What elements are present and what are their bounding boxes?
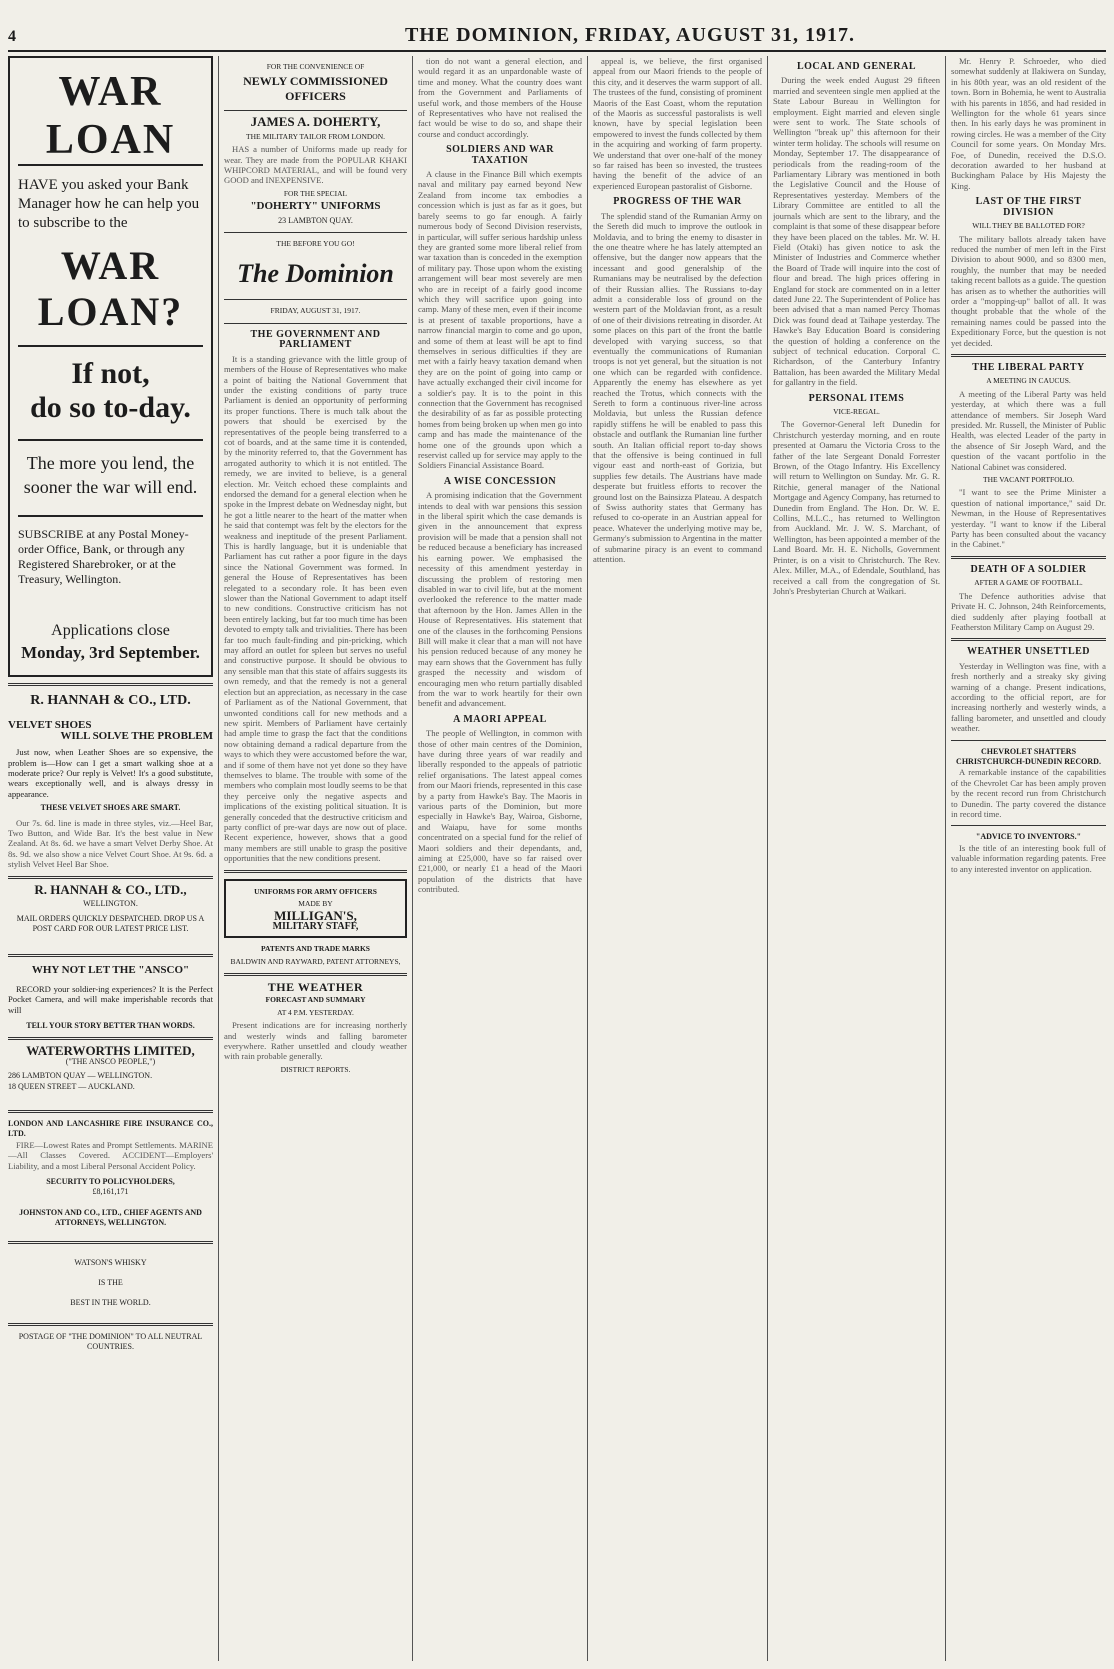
more-you-lend: The more you lend, the sooner the war will end. (23, 453, 198, 497)
column-divider (218, 56, 219, 1661)
doherty-text: HAS a number of Uniforms made up ready for wear. They are made from the POPULAR KHAKI WHIPCORD MATERIAL, and will be found very GOOD and INEXPENSIVE. (224, 144, 407, 186)
ansco-people: ("THE ANSCO PEOPLE,") (65, 1056, 156, 1066)
weather-unsettled-text: Yesterday in Wellington was fine, with a fresh northerly and a streaky sky giving warning of a change. Present indications, according to the official report, are for increasing northerly and westerly winds, a falling barometer, and unsettled and cloudy weather. (951, 660, 1106, 734)
last-division-text: The military ballots already taken have reduced the number of men left in the First Division to about 9000, and so 8300 men, roughly, the number that may be needed taking recent ballots as a guide. The question has arisen as to whether the authorities will order a "mopping-up" ballot of all. It was thought probable that the whole of the remaining names could be passed into the Expeditionary Force, but the question is not yet decided. (951, 233, 1106, 348)
patents-heading: PATENTS AND TRADE MARKS (261, 944, 370, 954)
caucus-subheading: A MEETING IN CAUCUS. (986, 376, 1071, 386)
death-soldier-heading: DEATH OF A SOLDIER (970, 563, 1087, 575)
mail-orders: MAIL ORDERS QUICKLY DESPATCHED. DROP US A POST CARD FOR OUR LATEST PRICE LIST. (16, 913, 205, 933)
last-first-division-heading: LAST OF THE FIRST DIVISION (975, 196, 1082, 218)
column-2 (224, 56, 407, 1656)
dominion-masthead: The Dominion (237, 259, 394, 289)
uniforms-army: UNIFORMS FOR ARMY OFFICERS (254, 886, 377, 896)
hannah-heading-2: R. HANNAH & CO., LTD., (34, 881, 187, 897)
weather-text: Present indications are for increasing northerly and westerly winds and falling barometer everywhere. Rather unsettled and cloudy weather with rain probable generally. (224, 1020, 407, 1062)
security-label: SECURITY TO POLICYHOLDERS, (46, 1177, 175, 1186)
local-general-heading: LOCAL AND GENERAL (796, 61, 917, 72)
for-convenience: FOR THE CONVENIENCE OF (266, 62, 365, 71)
column-4 (593, 56, 762, 1656)
ansco-tell: TELL YOUR STORY BETTER THAN WORDS. (26, 1020, 195, 1030)
doherty-heading: JAMES A. DOHERTY, (250, 114, 381, 130)
forecast-summary: FORECAST AND SUMMARY (265, 995, 366, 1005)
baldwin-rayward: BALDWIN AND RAYWARD, PATENT ATTORNEYS, (230, 956, 401, 966)
weather-unsettled-heading: WEATHER UNSETTLED (966, 646, 1091, 658)
wise-concession-text: A promising indication that the Government intends to deal with war pensions this session in the liberal spirit which the case demands is given in the announcement that express provision will be made that a pension shall not be reduced because a beneficiary has increased his earning power. We emphasised the necessity of this amendment yesterday in discussing the problem of restoring men disabled in war to civil life, but at the moment overlooked the reference to the matter made that afternoon by the Hon. James Allen in the House of Representatives. His statement that one of the clauses in the forthcoming Pensions Bill will make it clear that a man will not have his pension reduced because of any money he may earn shows that the Government has fully grasped the necessity and wisdom of encouraging men who return partially disabled from the war to work heartily for their own benefit and advancement. (418, 490, 582, 709)
military-tailor: THE MILITARY TAILOR FROM LONDON. (245, 131, 385, 141)
waterworths-heading: WATERWORTHS LIMITED, (26, 1043, 195, 1059)
war-loan-title: WAR LOAN (18, 68, 203, 166)
column-6 (951, 56, 1106, 1656)
queen-address: 18 QUEEN STREET — AUCKLAND. (8, 1081, 135, 1091)
velvet-shoes: VELVET SHOES (8, 719, 92, 732)
ask-bank-text: HAVE you asked your Bank Manager how he can help you to subscribe to the (18, 177, 200, 231)
progress-war-text: The splendid stand of the Rumanian Army on the Sereth did much to improve the outlook in Moldavia, and to bring the enemy to disaster in the one theatre where he has lately attempted an offensive, but the danger now appears that the incessant and good generalship of the Rumanians may be neutralised by the defection of their Russian allies. The Russians to-day admit a considerable loss of ground on the western part of the Moldavian front, as a result of one of their divisions retreating in disorder. At some places on this part of the front the battle developed with varying success, so that eventually the communications of Rumanian troops is not yet general, but the situation is not one which can be regarded with confidence. Apparently the enemy has elsewhere as yet reached the Trotus, which connects with the Sereth to form a continuous river-line across Moldavia, but unless the Russian defence rapidly stiffens he will be enabled to pass this obstacle and outflank the Rumanian line further south. An Italian official report to-day shows that the offensive is being continued in full vigour east and north-east of Gorizia, but supplies few details. The Austrians have made desperate but fruitless efforts to recover the ground lost on the Bainsizza Plateau. A despatch of Swiss authority states that Germany has refused to co-operate in an Austrian appeal for peace. Whatever the underlying motive may be, Germany's submission to Argentina in the matter of submarine piracy is an event to command attention. (593, 210, 762, 565)
column-1 (8, 56, 213, 1656)
security-amount: £8,161,171 (92, 1187, 129, 1197)
death-soldier-text: The Defence authorities advise that Private H. C. Johnson, 24th Reinforcements, died suddenly after playing football at Featherston Military Camp on August 29. (951, 590, 1106, 632)
hannah-heading: R. HANNAH & CO., LTD. (30, 693, 191, 708)
vacant-portfolio: THE VACANT PORTFOLIO. (982, 475, 1075, 485)
ballot-subheading: WILL THEY BE BALLOTED FOR? (972, 221, 1085, 231)
lambton-quay: 23 LAMBTON QUAY. (278, 215, 353, 225)
newly-commissioned: NEWLY COMMISSIONED OFFICERS (243, 74, 388, 104)
vice-regal: VICE-REGAL. (833, 407, 880, 416)
chevrolet-heading: CHEVROLET SHATTERS CHRISTCHURCH-DUNEDIN RECORD. (956, 746, 1101, 766)
before-you-go: THE BEFORE YOU GO! (276, 239, 355, 249)
chevrolet-text: A remarkable instance of the capabilities of the Chevrolet Car has been amply proven by the recent record run from Christchurch to Dunedin. The party covered the distance in record time. (951, 767, 1106, 819)
velvet-list: Our 7s. 6d. line is made in three styles, viz.—Heel Bar, Two Button, and Wide Bar. It's the best value in New Zealand. At 8s. 6d. we have a smart Velvet Derby Shoe. At 8s. 9d. we also show a nice Velvet Court Shoe. At 9s. 6d. a stylish Velvet Heel Bar Shoe. (8, 817, 213, 870)
column-5 (773, 56, 940, 1656)
liberal-party-text: A meeting of the Liberal Party was held yesterday, at which there was a full attendance of members. Sir Joseph Ward presided. Mr. Russell, the Minister of Public Health, was elected Leader of the party in the absence of Sir Joseph Ward, and the question of the vacant portfolio in the National Cabinet was considered. (951, 388, 1106, 472)
watsons-2: IS THE (98, 1278, 123, 1288)
london-fire-heading: LONDON AND LANCASHIRE FIRE INSURANCE CO., LTD. (8, 1118, 213, 1139)
do-so-today: do so to-day. (30, 391, 191, 424)
war-loan-ad (8, 56, 213, 677)
if-not: If not, (71, 357, 150, 390)
velvet-smart: THESE VELVET SHOES ARE SMART. (40, 803, 181, 813)
local-general-text: During the week ended August 29 fifteen married and seventeen single men applied at the State Labour Bureau in Wellington for employment. Eight married and eleven single were sent to work. The State schools of Wellington "break up" this afternoon for their winter term holiday. The schools will resume on Monday, September 17. The disappearance of periodicals from the reading-room of the Parliamentary Library was mentioned in both the Legislative Council and the House of Representatives yesterday. Members of the Library Committee are entitled to all the journals which are sent to the library, and the complaint is that some of these disappear before they have been placed on the tables. Mr. W. H. Field (Otaki) has given notice to ask the Minister of Industries and Commerce whether the Board of Trade will inquire into the cost of flour and bread. The high prices offering in England for stock are commented on in a letter dated June 22. The Superintendent of Police has been advised that a man named Percy Thomas Dick was found dead at Taihape yesterday. The Hawke's Bay Education Board is considering the question of holding a conference on the subject of technical education. Corporal C. Richardson, of the Canterbury Infantry Battalion, has been awarded the Military Medal for gallantry in the field. (773, 75, 940, 388)
maori-appeal-heading: A MAORI APPEAL (453, 713, 547, 725)
johnston-agents: JOHNSTON AND CO., LTD., CHIEF AGENTS AND ATTORNEYS, WELLINGTON. (19, 1207, 202, 1228)
personal-items-text: The Governor-General left Dunedin for Christchurch yesterday morning, and en route presented at Oamaru the Victoria Cross to the father of the late Sergeant Donald Forrester Brown, of the Otago Infantry. His Excellency will return to Wellington on Sunday. Mr. G. R. Ritchie, general manager of the National Mortgage and Agency Company, has returned to Dunedin from England. The Hon. Dr. W. E. Collins, M.L.C., has returned to Wellington from Auckland. Mr. J. W. S. Marchant, of Wellington, has been appointed a member of the Land Board. Mr. H. E. Nicholls, Government Printer, is on a visit to Christchurch. The Rev. Alex. Miller, M.A., of Edendale, Southland, has received a call from the congregation of St. John's Presbyterian Church at Waikari. (773, 419, 940, 596)
at-4-pm: AT 4 P.M. YESTERDAY. (277, 1007, 354, 1017)
milligan-name: MILLIGAN'S, (274, 908, 357, 924)
lambton-address: 286 LAMBTON QUAY — WELLINGTON. (8, 1071, 153, 1081)
maori-appeal-text: The people of Wellington, in common with those of other main centres of the Dominion, have during three years of war readily and liberally responded to the appeals of patriotic relief organisations. The latest appeal comes from our Maori friends, represented in this case by a party from Hawke's Bay. The Maoris in various parts of the Dominion, but more especially in Hawke's Bay, Wairoa, Gisborne, and Waiapu, have for some months concentrated on a special fund for the relief of Maori soldiers and their dependants, and, aiming at £25,000, have so far raised over £21,000, or nearly £1 a head of the Maori population of the districts that have contributed. (418, 728, 582, 895)
applications-close: Applications close (51, 622, 170, 639)
header-rule (8, 50, 1106, 52)
subscribe-text: SUBSCRIBE at any Postal Money-order Office, Bank, or through any Registered Sharebroker, or at the Treasury, Wellington. (18, 527, 189, 586)
government-text: It is a standing grievance with the little group of members of the House of Representatives who make a point of baiting the National Government that under the existing conditions of party truce Parliament is denied an opportunity of performing its proper functions. There is much talk about the powers that should be exercised by the representatives of the people being transferred to a cot of boards, and at the same time it is contended, by the minority referred to, that the Government has arrogated authority to which it is not entitled. The remedy, we are invited to believe, is a general election. Mr. Veitch echoed these complaints and endorsed the demand for a general election when he spoke in the Imprest debate on Wednesday night, but he got a little nearer to the heart of the matter when he said that contempt was felt by the electors for the weakness and ineptitude of the present Parliament. This is hardly language, but it is undeniable that Parliament has cut rather a poor figure in the days since the National Government was formed. In general the House of Representatives has been relegated to a secondary role. It has been even slower than the National Government to adapt itself to new conditions. Constructive criticism has not been entirely lacking, but far too much time has been devoted to empty talk and trivialities. There has been far too much fault-finding and pin-pricking, which may afford an outlet for spleen but serves no useful and constructive purpose. It should be obvious to any sensible man that this state of affairs suggests its own remedy, and that the remedy is not a general election but an appreciation, as necessary in the case of Parliament as of the National Government, that unwonted conditions call for new methods and a new spirit. Members of Parliament have certainly had ample time to grasp the fact that the conditions now obtaining demand a radical departure from the ways to which they were accustomed before the war, and if some of them have not yet done so they have themselves to blame. The trouble with some of the members who complain most loudly seems to be that they perceive only the negative aspects and implications of the existing political situation. It is generally conceded that the destructive criticism and party conflict of pre-war days are now out of place. Recent experience, however, shows that a good many members are still unable to grasp the positive opportunities that the new conditions present. (224, 353, 407, 864)
hannah-wellington: WELLINGTON. (83, 899, 138, 909)
ansco-text: RECORD your soldier-ing experiences? It is the Perfect Pocket Camera, and will make imperishable records that will (8, 983, 213, 1015)
column-divider (587, 56, 588, 1661)
column-3 (418, 56, 582, 1656)
col3-lead-text: tion do not want a general election, and would regard it as an unpardonable waste of time and money. What the country does want from the Government and Parliaments of useful work, and those members of the House of Representatives who have not realised the fact would be wise to do so, and shape their course and conduct accordingly. (418, 56, 582, 139)
district-reports: DISTRICT REPORTS. (280, 1064, 351, 1074)
ansco-heading: WHY NOT LET THE "ANSCO" (31, 964, 190, 977)
solve-problem: WILL SOLVE THE PROBLEM (60, 729, 213, 742)
military-staff: MILITARY STAFF, (272, 920, 359, 932)
col6-lead-text: Mr. Henry P. Schroeder, who died somewhat suddenly at Ilakiwera on Sunday, in his 80th year, was an old resident of the town. Born in Bohemia, he went to Australia with his parents in 1856, and had resided in Wellington for the whole 61 years since then. In his early days he was prominent in rowing circles. He was a member of the City Council for some years. On Monday Mrs. Foe, of Dunedin, received the D.S.O. decoration awarded to her husband at Buckingham Palace by His Majesty the King. (951, 56, 1106, 191)
vacant-portfolio-text: "I want to see the Prime Minister a question of national importance," said Dr. Newman, in the House of Representatives yesterday. "I want to know if the Liberal Party has been consulted about the vacancy in the Cabinet." (951, 487, 1106, 550)
doherty-uniforms: "DOHERTY" UNIFORMS (250, 200, 381, 213)
col4-lead-text: appeal is, we believe, the first organised appeal from our Maori friends to the people of this city, and it deserves the warm support of all. The trustees of the fund, consisting of prominent Maoris of the East Coast, whom the reputation of the Maoris as successful pastoralists is well known, have by special legislation been empowered to invest the funds collected by them in the acquiring and working of farm property. We understand that over one-half of the money so far raised has been so invested, the trustees having the benefit of the advice of an experienced European pastoralist of Gisborne. (593, 56, 762, 191)
government-heading: THE GOVERNMENT AND PARLIAMENT (250, 328, 381, 351)
column-divider (767, 56, 768, 1661)
soldiers-taxation-text: A clause in the Finance Bill which exempts naval and military pay earned beyond New Zealand from income tax embodies a concession which is just as far as it goes, but barely seems to go far enough. A fairly numerous body of Second Division reservists, in particular, will suffer serious hardship unless they are granted some more liberal relief from war taxation than is conceded in the exemption of military pay. Those upon whom the existing arrangement will bear most severely are men who are in receipt of a fairly good income which they will sacrifice upon going into camp. Many of these men, even if their income is at present of taxable proportions, have a narrow financial margin to come and go upon, and some of them at least will be apt to find themselves in serious difficulties if they are met with a fairly heavy taxation demand when they are on the point of going into camp or have actually exchanged their civil income for a soldier's pay. It is to the point in this connection that the Government has recognised the desirability of as far as possible protecting homes from being broken up when men go into camp and has made the maintenance of the home one of the grounds upon which a reservist called up for service may apply to the Soldiers Financial Assistance Board. (418, 169, 582, 471)
issue-date: FRIDAY, AUGUST 31, 1917. (270, 306, 361, 316)
weather-heading: THE WEATHER (267, 980, 364, 995)
liberal-party-heading: THE LIBERAL PARTY (972, 361, 1085, 373)
page-number: 4 (8, 28, 16, 45)
football-subheading: AFTER A GAME OF FOOTBALL. (974, 578, 1083, 588)
fire-text: FIRE—Lowest Rates and Prompt Settlements. MARINE—All Classes Covered. ACCIDENT—Employers' Liability, and a most Liberal Personal Accident Policy. (8, 1139, 213, 1171)
inventors-heading: "ADVICE TO INVENTORS." (975, 832, 1082, 842)
made-by: MADE BY (298, 899, 333, 908)
personal-items-heading: PERSONAL ITEMS (808, 392, 905, 404)
watsons-3: BEST IN THE WORLD. (70, 1298, 151, 1308)
column-divider (412, 56, 413, 1661)
watsons-1: WATSON'S WHISKY (74, 1257, 147, 1267)
postage-notice: POSTAGE OF "THE DOMINION" TO ALL NEUTRAL COUNTRIES. (18, 1331, 203, 1352)
progress-war-heading: PROGRESS OF THE WAR (613, 196, 742, 208)
milligan-ad (224, 879, 407, 939)
masthead: THE DOMINION, FRIDAY, AUGUST 31, 1917. (404, 24, 856, 46)
war-loan-question: WAR LOAN? (37, 243, 184, 334)
column-divider (945, 56, 946, 1661)
close-date: Monday, 3rd September. (21, 643, 200, 662)
for-special: FOR THE SPECIAL (283, 188, 348, 198)
inventors-text: Is the title of an interesting book full of valuable information regarding patents. Free to any interested inventor on application. (951, 842, 1106, 874)
wise-concession-heading: A WISE CONCESSION (443, 475, 557, 487)
velvet-text: Just now, when Leather Shoes are so expensive, the problem is—How can I get a smart walking shoe at a moderate price? Our reply is Velvet! It's a good substitute, wears exceptionally well, and is always dressy in appearance. (8, 747, 213, 799)
soldiers-taxation-heading: SOLDIERS AND WAR TAXATION (446, 144, 554, 166)
